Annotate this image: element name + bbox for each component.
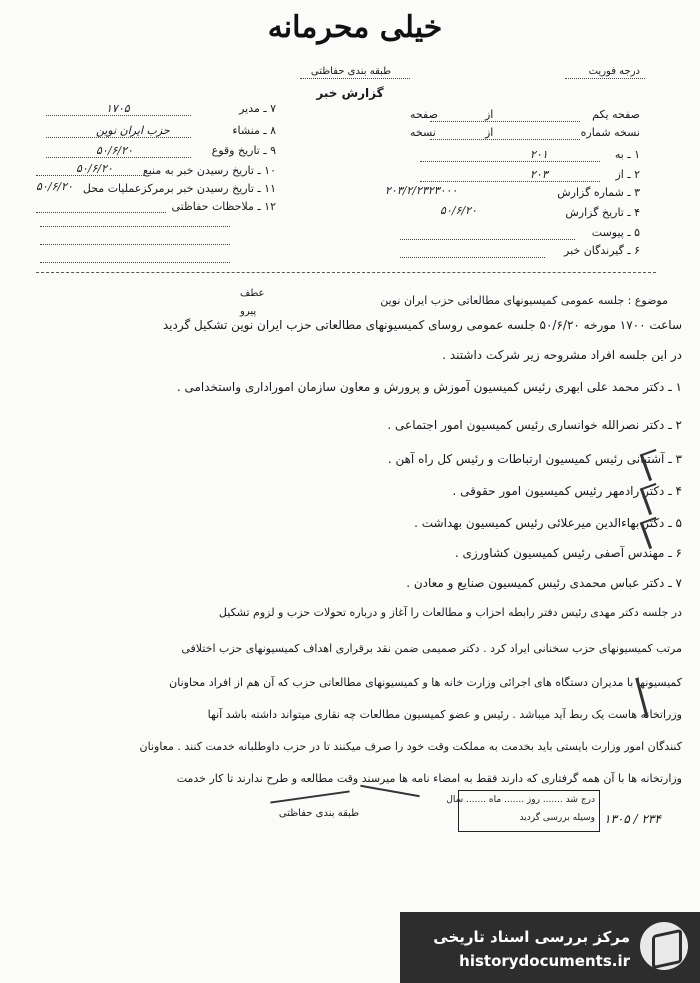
field-page: صفحه یکم xyxy=(592,108,640,121)
handwritten-margin-mark xyxy=(640,445,662,555)
margin-note-ref: عطف xyxy=(240,288,265,299)
field-attachment: ۵ ـ پیوست xyxy=(591,226,640,239)
field-security-notes: ۱۲ ـ ملاحظات حفاظتی xyxy=(171,200,276,213)
field-ops-date-value: ۵۰/۶/۲۰ xyxy=(36,180,73,193)
body-line: ۷ ـ دکتر عباس محمدی رئیس کمیسیون صنایع و معادن . xyxy=(406,576,682,590)
body-line: کنندگان امور وزارت بایستی باید بخدمت به مملکت وقت خود را صرف میکنند تا در حزب داوطلبانه خدمت کنند . معاونان xyxy=(139,740,682,753)
field-event-date: ۹ ـ تاریخ وقوع xyxy=(211,144,276,157)
site-url: historydocuments.ir xyxy=(459,952,630,970)
body-line: کمیسیونها با مدیران دستگاه های اجرائی وزارت خانه ها و کمیسیونهای مطالعاتی حزب که آن هم از افراد محاونان xyxy=(169,676,682,689)
body-line: ۶ ـ مهندس آصفی رئیس کمیسیون کشاورزی . xyxy=(454,546,682,560)
body-line: ۵ ـ دکتر بهاءالدین میرعلائی رئیس کمیسیون بهداشت . xyxy=(414,516,682,530)
body-line: در این جلسه افراد مشروحه زیر شرکت داشتند . xyxy=(442,348,682,362)
footer-classification: طبقه بندی حفاظتی xyxy=(278,808,360,819)
field-from: ۲ ـ از xyxy=(615,168,640,181)
field-director-value: ۱۷۰۵ xyxy=(106,102,130,115)
body-line: ۱ ـ دکتر محمد علی ابهری رئیس کمیسیون آموزش و پرورش و معاون سازمان اموراداری واستخدامی . xyxy=(176,380,682,394)
signature xyxy=(360,785,419,797)
signature xyxy=(270,790,349,803)
header-classification: طبقه بندی حفاظتی xyxy=(310,66,392,77)
field-report-number: ۳ ـ شماره گزارش xyxy=(557,186,640,199)
field-event-date-value: ۵۰/۶/۲۰ xyxy=(96,144,133,157)
document-title-stamp: خیلی محرمانه xyxy=(267,10,443,45)
body-line: ۳ ـ آشتیانی رئیس کمیسیون ارتباطات و رئیس کل راه آهن . xyxy=(387,452,682,466)
field-recipients: ۶ ـ گیرندگان خبر xyxy=(564,244,640,257)
report-type: گزارش خبر xyxy=(316,86,384,100)
field-report-date: ۴ ـ تاریخ گزارش xyxy=(565,206,640,219)
field-ops-date: ۱۱ ـ تاریخ رسیدن خبر برمرکزعملیات محل xyxy=(82,182,276,195)
field-copy: نسخه شماره xyxy=(580,126,640,139)
priority-label: درجه فوریت xyxy=(588,66,640,77)
margin-note-follow: پیرو xyxy=(240,306,257,317)
document-page: خیلی محرمانه طبقه بندی حفاظتی گزارش خبر درجه فوریت ۷ ـ مدیر ۱۷۰۵ ۸ ـ منشاء حزب ایران نوین ۹ ـ تاریخ وقوع ۵۰/۶/۲۰ ۱۰ ـ تاریخ رسیدن خبر به منبع ۵۰/۶/۲۰ ۱۱ ـ تاریخ رسیدن خبر برمرکزعملیات محل ۵۰/۶/۲۰ ۱۲ ـ ملاحظات حفاظتی صفحه یکم از صفحه نسخه شماره از نسخه ۱ ـ به ۲۰۱ ۲ ـ از ۲۰۳ ۳ ـ شماره گزارش ۲۰۳/۲/۲۳۲۳۰۰۰ ۴ ـ تاریخ گزارش ۵۰/۶/۲۰ ۵ ـ پیوست ۶ ـ گیرندگان خبر عطف پیرو موضوع : جلسه عمومی کمیسیونهای مطالعاتی حزب ایران نوین ساعت ۱۷۰۰ مورخه ۵۰/۶/۲۰ جلسه عمومی روسای کمیسیونهای مطالعاتی حزب ایران نوین تشکیل گردید در این جلسه افراد مشروحه زیر شرکت داشتند . ۱ ـ دکتر محمد علی ابهری رئیس کمیسیون آموزش و پرورش و معاون سازمان اموراداری واستخدامی . ۲ ـ دکتر نصرالله خوانساری رئیس کمیسیون امور اجتماعی . ۳ ـ آشتیانی رئیس کمیسیون ارتباطات و رئیس کل راه آهن . ۴ ـ دکتر رادمهر رئیس کمیسیون امور حقوقی . ۵ ـ دکتر بهاءالدین میرعلائی رئیس کمیسیون بهداشت . ۶ ـ مهندس آصفی رئیس کمیسیون کشاورزی . ۷ ـ دکتر عباس محمدی رئیس کمیسیون صنایع و معادن . در جلسه دکتر مهدی رئیس دفتر رابطه احزاب و مطالعات را آغاز و درباره تحولات حزب و لزوم تشکیل مرتب کمیسیونهای حزب سخنانی ایراد کرد . دکتر صمیمی ضمن نقد برقراری اهداف کمیسیونهای حزب اختلافی کمیسیونها با مدیران دستگاه های اجرائی وزارت خانه ها و کمیسیونهای مطالعاتی حزب که آن هم از افراد محاونان وزراتخانه هاست یک ربط آید میباشد . رئیس و عضو کمیسیون مطالعات چه نقاری میتواند داشته باشد آنها کنندگان امور وزارت بایستی باید بخدمت به مملکت وقت خود را صرف میکنند تا در حزب داوطلبانه خدمت کنند . معاونان وزارتخانه ها با آن همه گرفتاری که دارند فقط به امضاء نامه ها میرسند وقت مطالعه و طرح ندارند تا کار خدمت طبقه بندی حفاظتی درج شد ....... روز ....... ماه ....... سال وسیله بررسی گردید ۱۳۰۵ / ۲۳۴ مرکز بررسی اسناد تاریخی historydocuments.ir xyxy=(0,0,700,983)
subject-line: موضوع : جلسه عمومی کمیسیونهای مطالعاتی حزب ایران نوین xyxy=(380,294,668,307)
body-line: وزراتخانه هاست یک ربط آید میباشد . رئیس و عضو کمیسیون مطالعات چه نقاری میتواند داشته باشد آنها xyxy=(207,708,682,721)
field-to: ۱ ـ به xyxy=(614,148,640,161)
logo-icon xyxy=(640,922,688,970)
archive-number: ۱۳۰۵ / ۲۳۴ xyxy=(604,812,661,826)
body-line: ساعت ۱۷۰۰ مورخه ۵۰/۶/۲۰ جلسه عمومی روسای کمیسیونهای مطالعاتی حزب ایران نوین تشکیل گردید xyxy=(162,318,682,332)
field-source-date: ۱۰ ـ تاریخ رسیدن خبر به منبع xyxy=(142,164,276,177)
center-name: مرکز بررسی اسناد تاریخی xyxy=(433,928,630,946)
separator-rule xyxy=(36,272,656,273)
body-line: ۲ ـ دکتر نصرالله خوانساری رئیس کمیسیون امور اجتماعی . xyxy=(387,418,682,432)
field-source: ۸ ـ منشاء xyxy=(232,124,276,137)
body-line: مرتب کمیسیونهای حزب سخنانی ایراد کرد . دکتر صمیمی ضمن نقد برقراری اهداف کمیسیونهای حزب اختلافی xyxy=(181,642,682,655)
field-source-date-value: ۵۰/۶/۲۰ xyxy=(76,162,113,175)
body-line: وزارتخانه ها با آن همه گرفتاری که دارند فقط به امضاء نامه ها میرسند وقت مطالعه و طرح ندارند تا کار خدمت xyxy=(176,772,682,785)
body-line: در جلسه دکتر مهدی رئیس دفتر رابطه احزاب و مطالعات را آغاز و درباره تحولات حزب و لزوم تشکیل xyxy=(218,606,682,619)
field-source-value: حزب ایران نوین xyxy=(96,124,170,137)
field-director: ۷ ـ مدیر xyxy=(239,102,276,115)
body-line: ۴ ـ دکتر رادمهر رئیس کمیسیون امور حقوقی . xyxy=(452,484,682,498)
received-stamp-box: درج شد ....... روز ....... ماه ....... سال وسیله بررسی گردید xyxy=(458,790,600,832)
